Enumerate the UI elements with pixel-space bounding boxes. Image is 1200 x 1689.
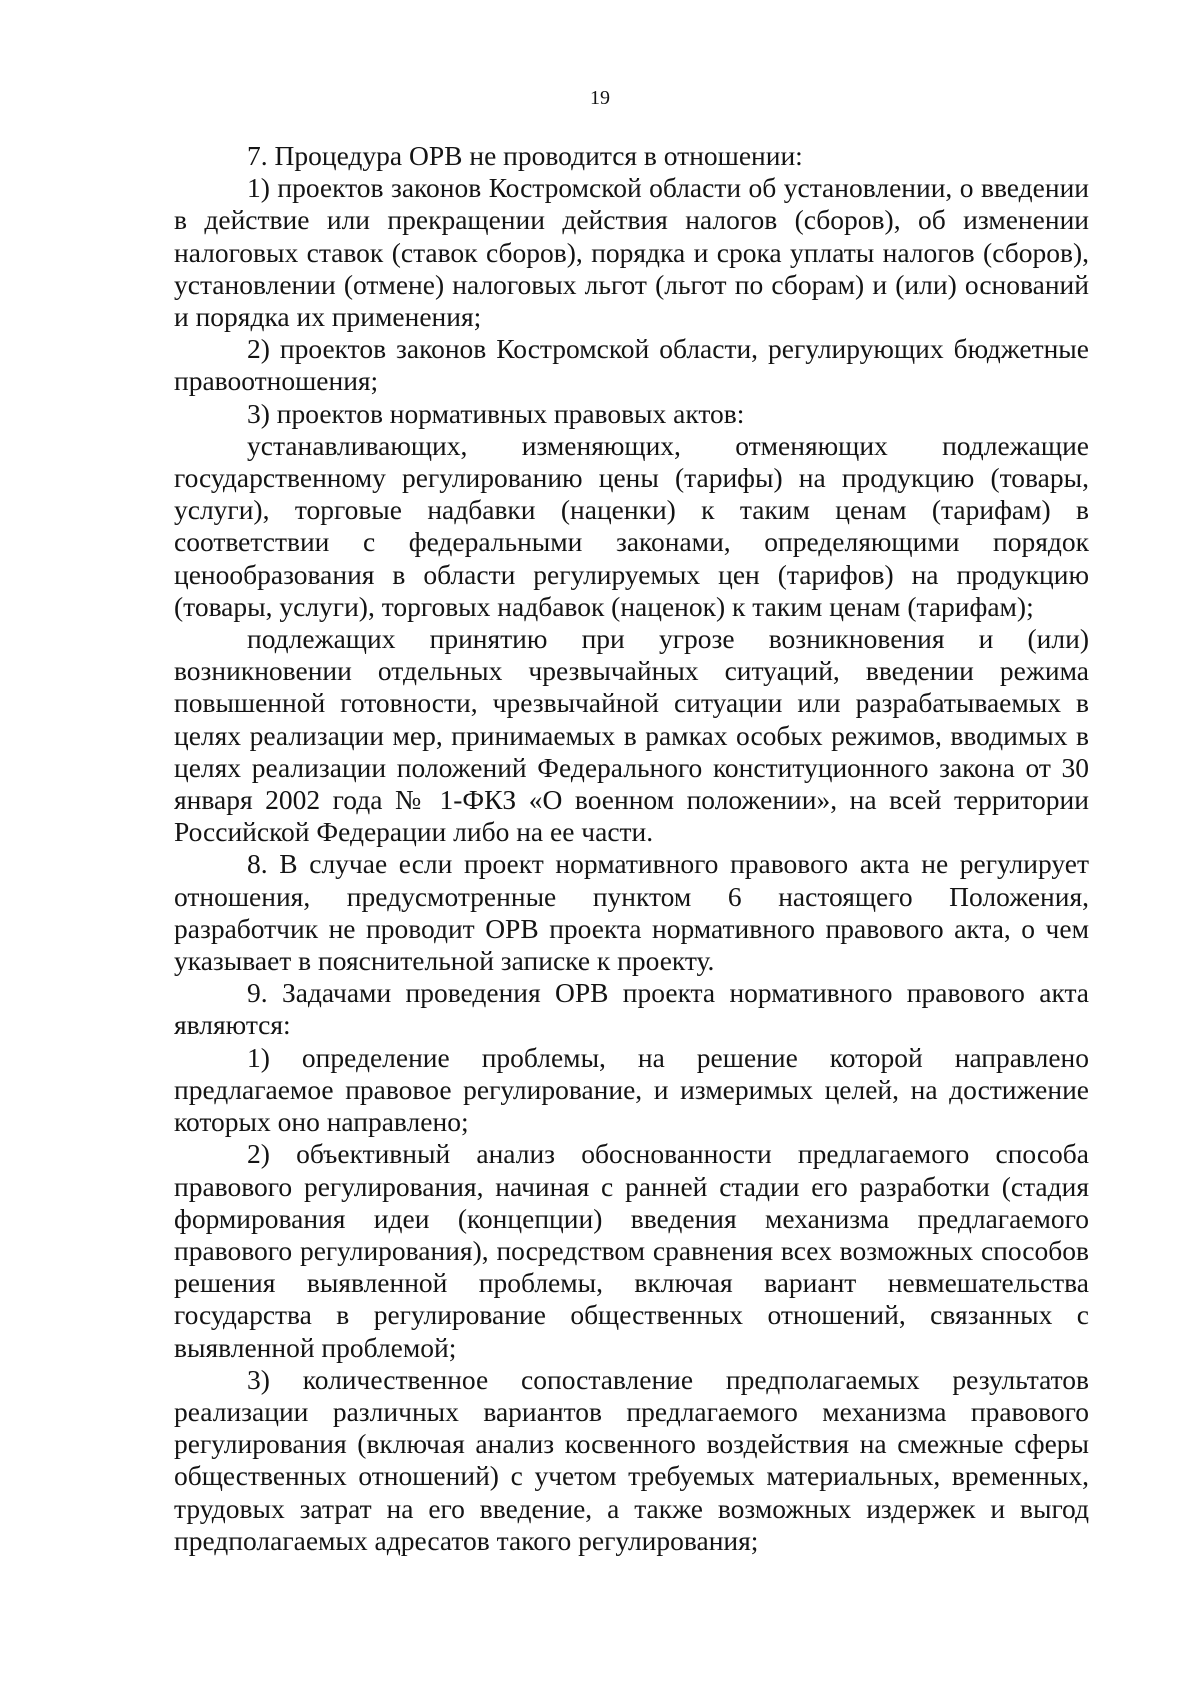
- paragraph-9-item-2: 2) объективный анализ обоснованности предлагаемого способа правового регулирования, начиная с ранней стадии его разработки (стадия формирования идеи (концепции) введения механизма предлагаемого правового регулирования), посредством сравнения всех возможных способов решения выявленной проблемы, включая вариант невмешательства государства в регулирование общественных отношений, связанных с выявленной проблемой;: [174, 1138, 1089, 1363]
- paragraph-7-item-3: 3) проектов нормативных правовых актов:: [247, 397, 745, 429]
- paragraph-7-item-3-emergency: подлежащих принятию при угрозе возникновения и (или) возникновении отдельных чрезвычайных ситуаций, введении режима повышенной готовности, чрезвычайной ситуации или разрабатываемых в целях реализации мер, принимаемых в рамках особых режимов, вводимых в целях реализации положений Федерального конституционного закона от 30 января 2002 года № 1-ФКЗ «О военном положении», на всей территории Российской Федерации либо на ее части.: [174, 623, 1089, 848]
- paragraph-8: 8. В случае если проект нормативного правового акта не регулирует отношения, предусмотренные пунктом 6 настоящего Положения, разработчик не проводит ОРВ проекта нормативного правового акта, о чем указывает в пояснительной записке к проекту.: [174, 848, 1089, 977]
- paragraph-9-item-3: 3) количественное сопоставление предполагаемых результатов реализации различных вариантов предлагаемого механизма правового регулирования (включая анализ косвенного воздействия на смежные сферы общественных отношений) с учетом требуемых материальных, временных, трудовых затрат на его введение, а также возможных издержек и выгод предполагаемых адресатов такого регулирования;: [174, 1363, 1089, 1556]
- paragraph-9-item-1: 1) определение проблемы, на решение которой направлено предлагаемое правовое регулирование, и измеримых целей, на достижение которых оно направлено;: [174, 1041, 1089, 1138]
- paragraph-7-item-3-tariffs: устанавливающих, изменяющих, отменяющих подлежащие государственному регулированию цены (тарифы) на продукцию (товары, услуги), торговые надбавки (наценки) к таким ценам (тарифам) в соответствии с федеральными законами, определяющими порядок ценообразования в области регулируемых цен (тарифов) на продукцию (товары, услуги), торговых надбавок (наценок) к таким ценам (тарифам);: [174, 429, 1089, 622]
- document-body: [174, 140, 1089, 1557]
- paragraph-7-item-2: 2) проектов законов Костромской области, регулирующих бюджетные правоотношения;: [174, 333, 1089, 397]
- page-number: 19: [590, 87, 610, 109]
- paragraph-7-item-1: 1) проектов законов Костромской области об установлении, о введении в действие или прекращении действия налогов (сборов), об изменении налоговых ставок (ставок сборов), порядка и срока уплаты налогов (сборов), установлении (отмене) налоговых льгот (льгот по сборам) и (или) оснований и порядка их применения;: [174, 172, 1089, 333]
- paragraph-7-intro: 7. Процедура ОРВ не проводится в отношении:: [247, 140, 803, 171]
- paragraph-9-intro: 9. Задачами проведения ОРВ проекта нормативного правового акта являются:: [174, 977, 1089, 1041]
